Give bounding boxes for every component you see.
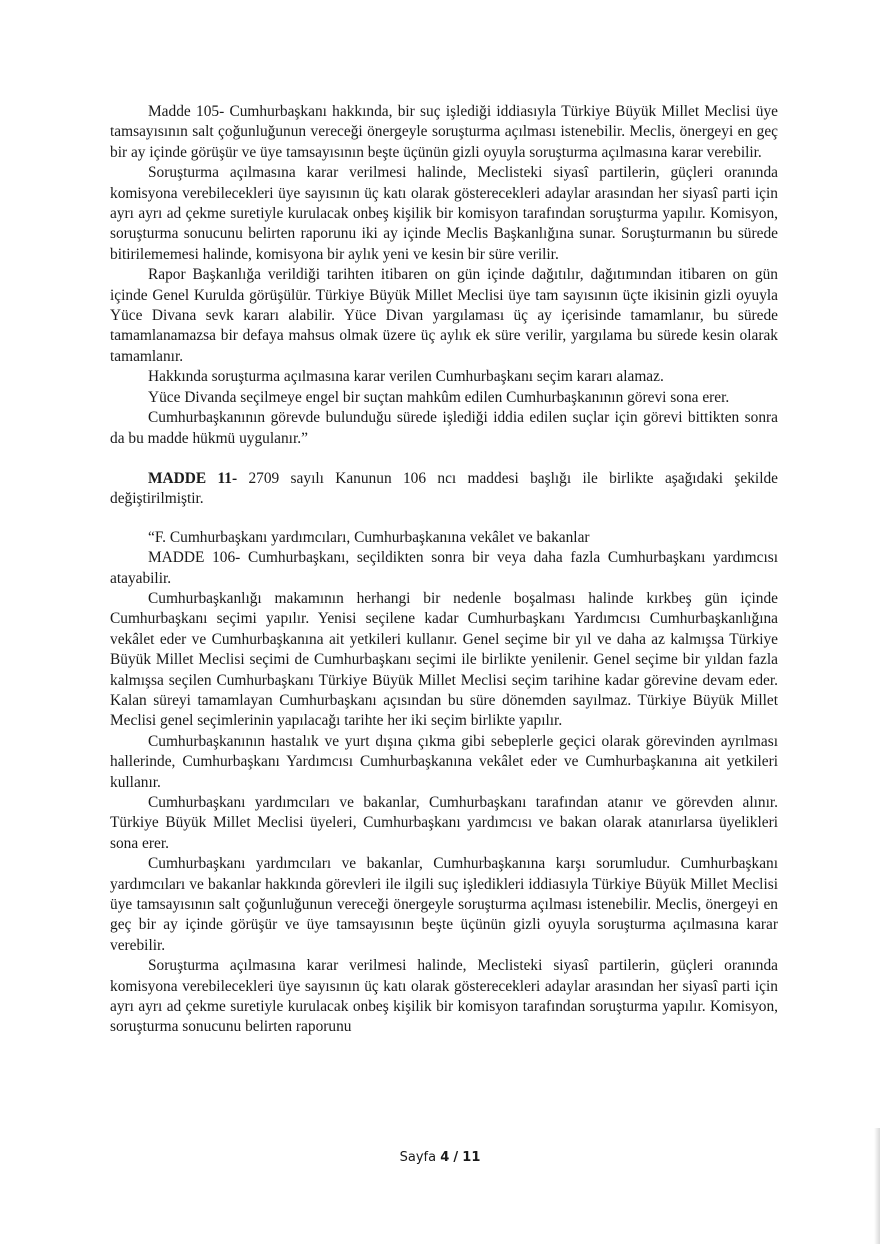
paragraph-rapor-baskanlik: Rapor Başkanlığa verildiği tarihten itibaren on gün içinde dağıtılır, dağıtımından itibaren on gün içinde Genel Kurulda görüşülür. Türkiye Büyük Millet Meclisi üye tam sayısının üçte ikisinin gizli oyuyla Yüce Divana sevk kararı alabilir. Yüce Divan yargılaması üç ay içerisinde tamamlanır, bu sürede tamamlanamazsa bir defaya mahsus olmak üzere üç aylık ek süre verilir, yargılama bu sürede kesin olarak tamamlanır. (110, 266, 778, 365)
paragraph-atama: Cumhurbaşkanı yardımcıları ve bakanlar, Cumhurbaşkanı tarafından atanır ve görevden alınır. Türkiye Büyük Millet Meclisi üyeleri, Cumhurbaşkanı yardımcısı ve bakan olarak atanırlarsa üyelikleri sona erer. (110, 794, 778, 852)
page-current: 4 (440, 1150, 450, 1165)
paragraph-madde-105: Madde 105- Cumhurbaşkanı hakkında, bir suç işlediği iddiasıyla Türkiye Büyük Millet Meclisi üye tamsayısının salt çoğunluğunun vereceği önergeyle soruşturma açılması istenebilir. Meclis, önergeyi en geç bir ay içinde görüşür ve üye tamsayısının beşte üçünün gizli oyuyla soruşturma açılmasına karar verebilir. (110, 103, 778, 161)
paragraph-sorusturma-komisyon-2: Soruşturma açılmasına karar verilmesi halinde, Meclisteki siyasî partilerin, güçleri oranında komisyona verebilecekleri üye sayısının üç katı olarak gösterecekleri adaylar arasından her siyasî parti için ayrı ayrı ad çekme suretiyle kurulacak onbeş kişilik bir komisyon tarafından soruşturma yapılır. Komisyon, soruşturma sonucunu belirten raporunu (110, 957, 778, 1036)
page-footer (0, 1150, 880, 1165)
article-text: 2709 sayılı Kanunun 106 ncı maddesi başlığı ile birlikte aşağıdaki şekilde değiştirilmiştir. (110, 469, 778, 508)
paragraph-sorumluluk: Cumhurbaşkanı yardımcıları ve bakanlar, Cumhurbaşkanına karşı sorumludur. Cumhurbaşkanı yardımcıları ve bakanlar hakkında görevleri ile ilgili suç işledikleri iddiasıyla Türkiye Büyük Millet Meclisi üye tamsayısının salt çoğunluğunun vereceği önergeyle soruşturma açılması istenebilir. Meclis, önergeyi en geç bir ay içinde görüşür ve üye tamsayısının beşte üçünün gizli oyuyla soruşturma açılmasına karar verebilir. (110, 855, 778, 954)
page-separator: / (453, 1150, 459, 1165)
article-number: MADDE 11- (148, 469, 238, 487)
paragraph-madde-11 (110, 469, 778, 510)
paragraph-gorev-sonrasi: Cumhurbaşkanının görevde bulunduğu sürede işlediği iddia edilen suçlar için görevi bittikten sonra da bu madde hükmü uygulanır.” (110, 409, 778, 447)
paragraph-madde-106: MADDE 106- Cumhurbaşkanı, seçildikten sonra bir veya daha fazla Cumhurbaşkanı yardımcısı atayabilir. (110, 549, 778, 587)
paragraph-sorusturma-komisyon: Soruşturma açılmasına karar verilmesi halinde, Meclisteki siyasî partilerin, güçleri oranında komisyona verebilecekleri üye sayısının üç katı olarak gösterecekleri adaylar arasından her siyasî parti için ayrı ayrı ad çekme suretiyle kurulacak onbeş kişilik bir komisyon tarafından soruşturma yapılır. Komisyon, soruşturma sonucunu belirten raporunu iki ay içinde Meclis Başkanlığına sunar. Soruşturmanın bu sürede bitirilememesi halinde, komisyona bir aylık yeni ve kesin bir süre verilir. (110, 164, 778, 263)
scan-edge-shadow (874, 1128, 880, 1244)
paragraph-secim-karari: Hakkında soruşturma açılmasına karar verilen Cumhurbaşkanı seçim kararı alamaz. (148, 368, 664, 386)
paragraph-makam-bosalmasi: Cumhurbaşkanlığı makamının herhangi bir nedenle boşalması halinde kırkbeş gün içinde Cumhurbaşkanı seçimi yapılır. Yenisi seçilene kadar Cumhurbaşkanı Yardımcısı Cumhurbaşkanlığına vekâlet eder ve Cumhurbaşkanına ait yetkileri kullanır. Genel seçime bir yıl ve daha az kalmışsa Türkiye Büyük Millet Meclisi seçimi de Cumhurbaşkanı seçimi ile birlikte yenilenir. Genel seçime bir yıldan fazla kalmışsa seçilen Cumhurbaşkanı Türkiye Büyük Millet Meclisi seçim tarihine kadar görevine devam eder. Kalan süreyi tamamlayan Cumhurbaşkanı açısından bu süre dönemden sayılmaz. Türkiye Büyük Millet Meclisi genel seçimlerinin yapılacağı tarihte her iki seçim birlikte yapılır. (110, 589, 778, 730)
page-total: 11 (462, 1150, 481, 1165)
document-body (110, 102, 778, 1038)
section-heading: “F. Cumhurbaşkanı yardımcıları, Cumhurbaşkanına vekâlet ve bakanlar (148, 528, 590, 546)
paragraph-gecici-ayrilma: Cumhurbaşkanının hastalık ve yurt dışına çıkma gibi sebeplerle geçici olarak görevinden ayrılması hallerinde, Cumhurbaşkanı Yardımcısı Cumhurbaşkanına vekâlet eder ve Cumhurbaşkanına ait yetkileri kullanır. (110, 732, 778, 791)
page-label: Sayfa (399, 1150, 437, 1165)
paragraph-yuce-divan: Yüce Divanda seçilmeye engel bir suçtan mahkûm edilen Cumhurbaşkanının görevi sona erer. (148, 388, 730, 406)
